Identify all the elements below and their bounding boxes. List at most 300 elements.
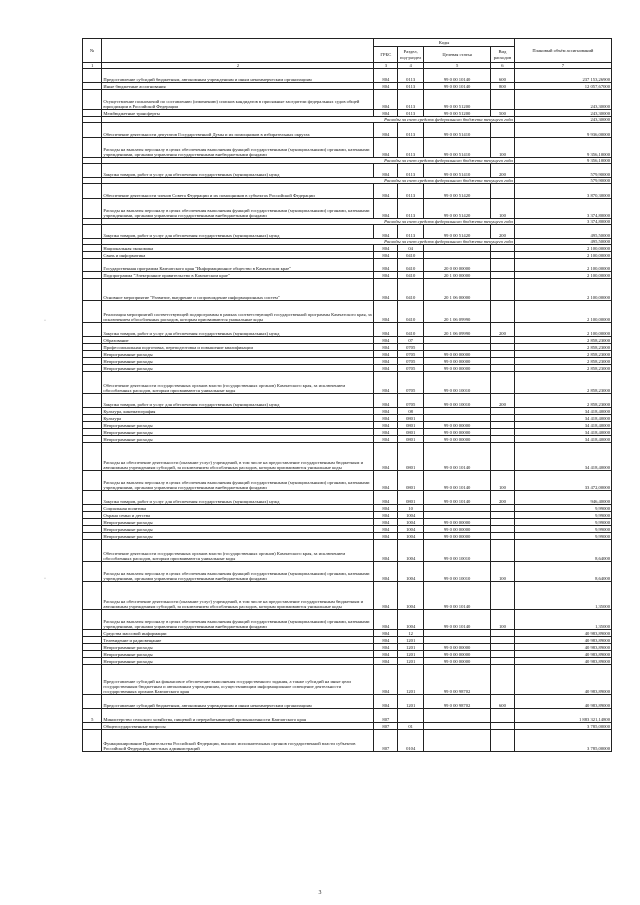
cell-vid xyxy=(491,533,515,540)
cell-razdel: 0705 xyxy=(398,365,424,372)
cell-vid xyxy=(491,709,515,723)
cell-grbs: 804 xyxy=(374,83,398,90)
cell-razdel xyxy=(398,709,424,723)
cell-sum: 40 983,89000 xyxy=(514,651,611,658)
cell-celevaya: 99 0 00 00000 xyxy=(424,351,491,358)
table-row xyxy=(83,436,612,443)
cell-vid xyxy=(491,415,515,422)
cell-razdel: 0705 xyxy=(398,351,424,358)
cell-vid xyxy=(491,630,515,637)
cell-num xyxy=(83,422,102,429)
cell-sum: 33 472,00000 xyxy=(514,471,611,491)
cell-grbs: 804 xyxy=(374,422,398,429)
cell-num xyxy=(83,443,102,471)
cell-num xyxy=(83,582,102,610)
table-body xyxy=(83,69,612,752)
cell-celevaya xyxy=(424,630,491,637)
cell-razdel: 1004 xyxy=(398,562,424,582)
table-row xyxy=(83,199,612,219)
cell-name: Обеспечение деятельности государственных органов власти (государственных органов) Камчатского края, за исключением обособленных расходов, которым присваиваются уникальные коды xyxy=(102,540,374,562)
cell-sum: 34 418,40000 xyxy=(514,415,611,422)
cell-grbs: 807 xyxy=(374,723,398,730)
cell-num xyxy=(83,225,102,239)
cell-num xyxy=(83,436,102,443)
cell-sum: 1,35000 xyxy=(514,610,611,630)
cell-name: Средства массовой информации xyxy=(102,630,374,637)
cell-num xyxy=(83,358,102,365)
cell-sum: 495,50000 xyxy=(514,225,611,239)
cell-vid xyxy=(491,279,515,301)
cell-celevaya: 99 0 00 00000 xyxy=(424,533,491,540)
cell-razdel: 0410 xyxy=(398,279,424,301)
cell-razdel: 1004 xyxy=(398,519,424,526)
budget-allocation-table xyxy=(82,38,612,752)
table-row xyxy=(83,408,612,415)
cell-grbs: 804 xyxy=(374,408,398,415)
cell-celevaya: 99 0 00 00000 xyxy=(424,651,491,658)
table-row xyxy=(83,83,612,90)
table-row xyxy=(83,471,612,491)
cell-grbs: 804 xyxy=(374,471,398,491)
table-row xyxy=(83,630,612,637)
cell-grbs: 804 xyxy=(374,245,398,252)
cell-vid: 100 xyxy=(491,138,515,158)
cell-note: Расходы за счет средств федерального бюджета текущего года xyxy=(102,117,514,123)
cell-vid: 200 xyxy=(491,394,515,408)
cell-sum: 2 858,23000 xyxy=(514,344,611,351)
cell-name: Непрограммные расходы xyxy=(102,651,374,658)
cell-vid: 100 xyxy=(491,610,515,630)
cell-sum: 1,35000 xyxy=(514,582,611,610)
cell-sum: 243,30000 xyxy=(514,117,611,123)
cell-vid xyxy=(491,519,515,526)
cell-vid xyxy=(491,252,515,259)
cell-celevaya xyxy=(424,252,491,259)
cell-num xyxy=(83,695,102,709)
cell-vid xyxy=(491,123,515,138)
cell-num xyxy=(83,505,102,512)
cell-sum: 2 858,23000 xyxy=(514,337,611,344)
cell-grbs: 804 xyxy=(374,519,398,526)
cell-celevaya: 99 0 00 10010 xyxy=(424,540,491,562)
table-row xyxy=(83,123,612,138)
cell-vid: 200 xyxy=(491,225,515,239)
cell-name: Непрограммные расходы xyxy=(102,358,374,365)
table-row xyxy=(83,225,612,239)
cell-sum: 3 374,80000 xyxy=(514,219,611,225)
table-row xyxy=(83,69,612,83)
cell-razdel: 0801 xyxy=(398,436,424,443)
cell-vid xyxy=(491,665,515,695)
cell-razdel: 1004 xyxy=(398,533,424,540)
table-row xyxy=(83,259,612,272)
cell-sum: 8,64000 xyxy=(514,562,611,582)
cell-name: Расходы на обеспечение деятельности (оказание услуг) учреждений, в том числе на предоставление государственным бюджетным и автономным учреждениям субсидий, за исключением обособленных расходов, которым присваиваются уникальные коды xyxy=(102,443,374,471)
cell-name: Обеспечение деятельности членов Совета Федерации и их помощников в субъектах Российской Федерации xyxy=(102,184,374,199)
cell-celevaya xyxy=(424,512,491,519)
cell-razdel: 0113 xyxy=(398,83,424,90)
cell-num xyxy=(83,471,102,491)
cell-note: Расходы за счет средств федерального бюджета текущего года xyxy=(102,178,514,184)
cell-name: Культура, кинематография xyxy=(102,408,374,415)
cell-num xyxy=(83,651,102,658)
cell-grbs: 804 xyxy=(374,372,398,394)
cell-sum: 3 785,00000 xyxy=(514,730,611,752)
header-grbs: ГРБС xyxy=(374,47,398,63)
cell-grbs: 804 xyxy=(374,637,398,644)
cell-num xyxy=(83,164,102,178)
cell-name: Функционирование Правительства Российской Федерации, высших исполнительных органов государственной власти субъектов Российской Федерации, местных администраций xyxy=(102,730,374,752)
cell-name: Расходы на выплаты персоналу в целях обеспечения выполнения функций государственными (муниципальными) органами, казенными учреждениями, органами управления государственными внебюджетными фондами xyxy=(102,610,374,630)
cell-vid xyxy=(491,301,515,323)
cell-num xyxy=(83,533,102,540)
table-row xyxy=(83,562,612,582)
cell-sum: 9 356,10000 xyxy=(514,138,611,158)
cell-vid xyxy=(491,540,515,562)
cell-note: Расходы за счет средств федерального бюджета текущего года xyxy=(102,158,514,164)
cell-name: Обеспечение деятельности депутатов Государственной Думы и их помощников в избирательных округах xyxy=(102,123,374,138)
table-row xyxy=(83,526,612,533)
cell-celevaya: 99 0 00 51420 xyxy=(424,199,491,219)
cell-sum: 9,99000 xyxy=(514,533,611,540)
cell-sum: 3 374,80000 xyxy=(514,199,611,219)
cell-num xyxy=(83,372,102,394)
cell-celevaya: 20 1 06 00000 xyxy=(424,279,491,301)
cell-vid xyxy=(491,408,515,415)
table-row xyxy=(83,344,612,351)
table-row xyxy=(83,533,612,540)
margin-mark: · xyxy=(44,576,46,582)
cell-grbs: 804 xyxy=(374,658,398,665)
cell-num xyxy=(83,252,102,259)
cell-grbs: 804 xyxy=(374,164,398,178)
cell-celevaya xyxy=(424,344,491,351)
cell-celevaya: 99 0 00 51420 xyxy=(424,184,491,199)
cell-name: Профессиональная подготовка, переподготовка и повышение квалификации xyxy=(102,344,374,351)
cell-razdel: 0705 xyxy=(398,358,424,365)
cell-num xyxy=(83,730,102,752)
colnum: 4 xyxy=(398,63,424,69)
cell-name: Закупка товаров, работ и услуг для обеспечения государственных (муниципальных) нужд xyxy=(102,323,374,337)
cell-sum: 12 057,67000 xyxy=(514,83,611,90)
colnum: 2 xyxy=(102,63,374,69)
cell-grbs: 804 xyxy=(374,123,398,138)
cell-celevaya: 99 0 00 51410 xyxy=(424,123,491,138)
cell-name: Расходы на выплаты персоналу в целях обеспечения выполнения функций государственными (муниципальными) органами, казенными учреждениями, органами управления государственными внебюджетными фондами xyxy=(102,138,374,158)
cell-vid xyxy=(491,637,515,644)
cell-name: Реализация мероприятий соответствующей подпрограммы в рамках соответствующей государственной программы Камчатского края, за исключением обособленных расходов, которым присваиваются уникальные коды xyxy=(102,301,374,323)
cell-grbs: 804 xyxy=(374,344,398,351)
cell-grbs: 804 xyxy=(374,665,398,695)
cell-sum: 9,99000 xyxy=(514,505,611,512)
cell-razdel: 1201 xyxy=(398,644,424,651)
cell-name: Осуществление полномочий по составлению (изменению) списков кандидатов в присяжные заседатели федеральных судов общей юрисдикции в Российской Федерации xyxy=(102,90,374,110)
cell-grbs: 804 xyxy=(374,351,398,358)
table-row xyxy=(83,358,612,365)
cell-celevaya: 20 1 06 09990 xyxy=(424,323,491,337)
table-row xyxy=(83,365,612,372)
table-row xyxy=(83,709,612,723)
cell-celevaya: 99 0 00 00000 xyxy=(424,436,491,443)
cell-sum: 2 100,00000 xyxy=(514,272,611,279)
cell-sum: 34 418,40000 xyxy=(514,443,611,471)
cell-sum: 2 858,23000 xyxy=(514,358,611,365)
cell-num xyxy=(83,259,102,272)
table-row xyxy=(83,519,612,526)
cell-celevaya: 99 0 00 00000 xyxy=(424,658,491,665)
table-row xyxy=(83,651,612,658)
cell-vid xyxy=(491,644,515,651)
cell-grbs: 804 xyxy=(374,110,398,117)
cell-celevaya: 99 0 00 10140 xyxy=(424,471,491,491)
cell-razdel: 0104 xyxy=(398,730,424,752)
cell-name: Непрограммные расходы xyxy=(102,526,374,533)
cell-num xyxy=(83,69,102,83)
table-row xyxy=(83,505,612,512)
colnum: 3 xyxy=(374,63,398,69)
cell-num xyxy=(83,562,102,582)
table-row xyxy=(83,491,612,505)
cell-vid: 600 xyxy=(491,69,515,83)
cell-razdel: 0801 xyxy=(398,471,424,491)
cell-celevaya xyxy=(424,505,491,512)
cell-num xyxy=(83,279,102,301)
table-row xyxy=(83,138,612,158)
cell-sum: 9,99000 xyxy=(514,512,611,519)
cell-razdel: 1201 xyxy=(398,695,424,709)
cell-sum: 3 785,00000 xyxy=(514,723,611,730)
cell-razdel: 1004 xyxy=(398,512,424,519)
cell-razdel: 0410 xyxy=(398,259,424,272)
cell-grbs: 804 xyxy=(374,365,398,372)
cell-sum: 1 883 321,14800 xyxy=(514,709,611,723)
cell-razdel: 1004 xyxy=(398,540,424,562)
cell-grbs: 804 xyxy=(374,695,398,709)
cell-vid xyxy=(491,90,515,110)
cell-num: 5 xyxy=(83,709,102,723)
table-row xyxy=(83,272,612,279)
table-row xyxy=(83,443,612,471)
cell-grbs: 804 xyxy=(374,69,398,83)
cell-vid xyxy=(491,184,515,199)
cell-name: Основное мероприятие "Развитие, внедрение и сопровождение информационных систем" xyxy=(102,279,374,301)
table-row xyxy=(83,429,612,436)
cell-sum: 9 936,00000 xyxy=(514,123,611,138)
cell-grbs: 804 xyxy=(374,436,398,443)
cell-celevaya: 99 0 00 10140 xyxy=(424,610,491,630)
cell-grbs: 804 xyxy=(374,394,398,408)
cell-celevaya: 99 0 00 00000 xyxy=(424,422,491,429)
cell-vid xyxy=(491,436,515,443)
cell-name: Национальная экономика xyxy=(102,245,374,252)
cell-vid xyxy=(491,723,515,730)
table-row xyxy=(83,512,612,519)
cell-vid xyxy=(491,259,515,272)
cell-num xyxy=(83,323,102,337)
cell-sum: 495,50000 xyxy=(514,239,611,245)
cell-sum: 34 418,40000 xyxy=(514,422,611,429)
cell-celevaya: 99 0 00 10140 xyxy=(424,491,491,505)
cell-sum: 9,99000 xyxy=(514,519,611,526)
cell-razdel: 0113 xyxy=(398,225,424,239)
cell-num xyxy=(83,138,102,158)
cell-vid xyxy=(491,512,515,519)
cell-sum: 9,99000 xyxy=(514,526,611,533)
cell-celevaya: 99 0 00 10010 xyxy=(424,372,491,394)
cell-razdel: 0801 xyxy=(398,415,424,422)
cell-sum: 34 418,40000 xyxy=(514,436,611,443)
cell-celevaya xyxy=(424,730,491,752)
cell-grbs: 804 xyxy=(374,225,398,239)
cell-razdel: 0410 xyxy=(398,301,424,323)
cell-sum: 2 100,00000 xyxy=(514,323,611,337)
cell-name: Непрограммные расходы xyxy=(102,644,374,651)
cell-name: Непрограммные расходы xyxy=(102,658,374,665)
table-row xyxy=(83,252,612,259)
cell-num xyxy=(83,723,102,730)
cell-vid xyxy=(491,245,515,252)
cell-celevaya: 99 0 00 10140 xyxy=(424,69,491,83)
cell-sum: 2 858,23000 xyxy=(514,372,611,394)
cell-num xyxy=(83,344,102,351)
cell-num xyxy=(83,540,102,562)
cell-num xyxy=(83,272,102,279)
cell-vid xyxy=(491,505,515,512)
cell-celevaya: 99 0 00 10010 xyxy=(424,394,491,408)
cell-vid: 600 xyxy=(491,695,515,709)
cell-celevaya xyxy=(424,245,491,252)
cell-razdel: 10 xyxy=(398,505,424,512)
cell-name: Непрограммные расходы xyxy=(102,519,374,526)
cell-sum: 2 858,23000 xyxy=(514,351,611,358)
cell-grbs: 804 xyxy=(374,562,398,582)
cell-vid xyxy=(491,526,515,533)
cell-num xyxy=(83,526,102,533)
cell-sum: 40 983,89000 xyxy=(514,665,611,695)
cell-grbs: 804 xyxy=(374,505,398,512)
cell-num xyxy=(83,512,102,519)
cell-razdel: 04 xyxy=(398,245,424,252)
cell-num xyxy=(83,245,102,252)
cell-num xyxy=(83,199,102,219)
table-row xyxy=(83,184,612,199)
table-row xyxy=(83,582,612,610)
cell-grbs: 804 xyxy=(374,252,398,259)
cell-celevaya xyxy=(424,637,491,644)
cell-vid: 100 xyxy=(491,199,515,219)
cell-grbs: 804 xyxy=(374,337,398,344)
cell-sum: 8,64000 xyxy=(514,540,611,562)
cell-vid xyxy=(491,344,515,351)
table-row xyxy=(83,337,612,344)
cell-celevaya: 99 0 00 10140 xyxy=(424,443,491,471)
table-row xyxy=(83,610,612,630)
cell-razdel: 0705 xyxy=(398,344,424,351)
cell-sum: 2 100,00000 xyxy=(514,279,611,301)
cell-name: Межбюджетные трансферты xyxy=(102,110,374,117)
table-row xyxy=(83,658,612,665)
cell-grbs: 804 xyxy=(374,540,398,562)
cell-name: Телевидение и радиовещание xyxy=(102,637,374,644)
cell-celevaya xyxy=(424,415,491,422)
cell-celevaya xyxy=(424,723,491,730)
cell-sum: 34 418,40000 xyxy=(514,408,611,415)
cell-num xyxy=(83,351,102,358)
cell-num xyxy=(83,665,102,695)
cell-name: Государственная программа Камчатского края "Информационное общество в Камчатском крае" xyxy=(102,259,374,272)
cell-celevaya: 99 0 00 00000 xyxy=(424,519,491,526)
margin-mark: · xyxy=(44,318,46,324)
cell-num xyxy=(83,365,102,372)
cell-vid xyxy=(491,372,515,394)
cell-razdel: 0410 xyxy=(398,272,424,279)
cell-razdel: 12 xyxy=(398,630,424,637)
cell-grbs: 804 xyxy=(374,644,398,651)
cell-razdel: 0705 xyxy=(398,372,424,394)
cell-grbs: 804 xyxy=(374,491,398,505)
cell-vid: 100 xyxy=(491,562,515,582)
cell-name: Закупка товаров, работ и услуг для обеспечения государственных (муниципальных) нужд xyxy=(102,394,374,408)
cell-celevaya: 99 0 00 98702 xyxy=(424,695,491,709)
cell-celevaya: 99 0 00 51410 xyxy=(424,164,491,178)
cell-razdel: 0801 xyxy=(398,491,424,505)
table-row xyxy=(83,394,612,408)
cell-sum: 2 100,00000 xyxy=(514,301,611,323)
cell-sum: 579,90000 xyxy=(514,178,611,184)
cell-sum: 243,30000 xyxy=(514,90,611,110)
cell-num xyxy=(83,519,102,526)
cell-razdel: 0113 xyxy=(398,69,424,83)
cell-vid xyxy=(491,351,515,358)
table-header xyxy=(83,39,612,69)
cell-razdel: 1004 xyxy=(398,582,424,610)
cell-celevaya: 99 0 00 00000 xyxy=(424,644,491,651)
cell-name: Расходы на обеспечение деятельности (оказание услуг) учреждений, в том числе на предоставление государственным бюджетным и автономным учреждениям субсидий, за исключением обособленных расходов, которым присваиваются уникальные коды xyxy=(102,582,374,610)
cell-celevaya xyxy=(424,337,491,344)
header-name xyxy=(102,39,374,63)
cell-sum: 243,30000 xyxy=(514,110,611,117)
cell-celevaya: 99 0 00 00000 xyxy=(424,526,491,533)
cell-celevaya: 99 0 00 98702 xyxy=(424,665,491,695)
cell-name: Закупка товаров, работ и услуг для обеспечения государственных (муниципальных) нужд xyxy=(102,164,374,178)
cell-name: Охрана семьи и детства xyxy=(102,512,374,519)
cell-razdel: 0410 xyxy=(398,323,424,337)
header-sum: Плановый объём ассигнований xyxy=(514,39,611,63)
cell-name: Непрограммные расходы xyxy=(102,429,374,436)
cell-num xyxy=(83,644,102,651)
cell-name: Подпрограмма "Электронное правительство в Камчатском крае" xyxy=(102,272,374,279)
cell-grbs: 804 xyxy=(374,429,398,436)
cell-razdel: 1201 xyxy=(398,658,424,665)
colnum: 7 xyxy=(514,63,611,69)
cell-razdel: 0113 xyxy=(398,184,424,199)
cell-num xyxy=(83,184,102,199)
colnum: 1 xyxy=(83,63,102,69)
cell-sum: 2 858,23000 xyxy=(514,365,611,372)
cell-name: Иные бюджетные ассигнования xyxy=(102,83,374,90)
cell-celevaya: 99 0 00 51420 xyxy=(424,225,491,239)
cell-razdel: 1201 xyxy=(398,665,424,695)
cell-vid xyxy=(491,582,515,610)
cell-num xyxy=(83,630,102,637)
cell-sum: 579,90000 xyxy=(514,164,611,178)
cell-vid: 100 xyxy=(491,471,515,491)
table-row xyxy=(83,323,612,337)
cell-num xyxy=(83,610,102,630)
cell-razdel: 1201 xyxy=(398,651,424,658)
cell-grbs: 804 xyxy=(374,272,398,279)
cell-vid: 500 xyxy=(491,110,515,117)
